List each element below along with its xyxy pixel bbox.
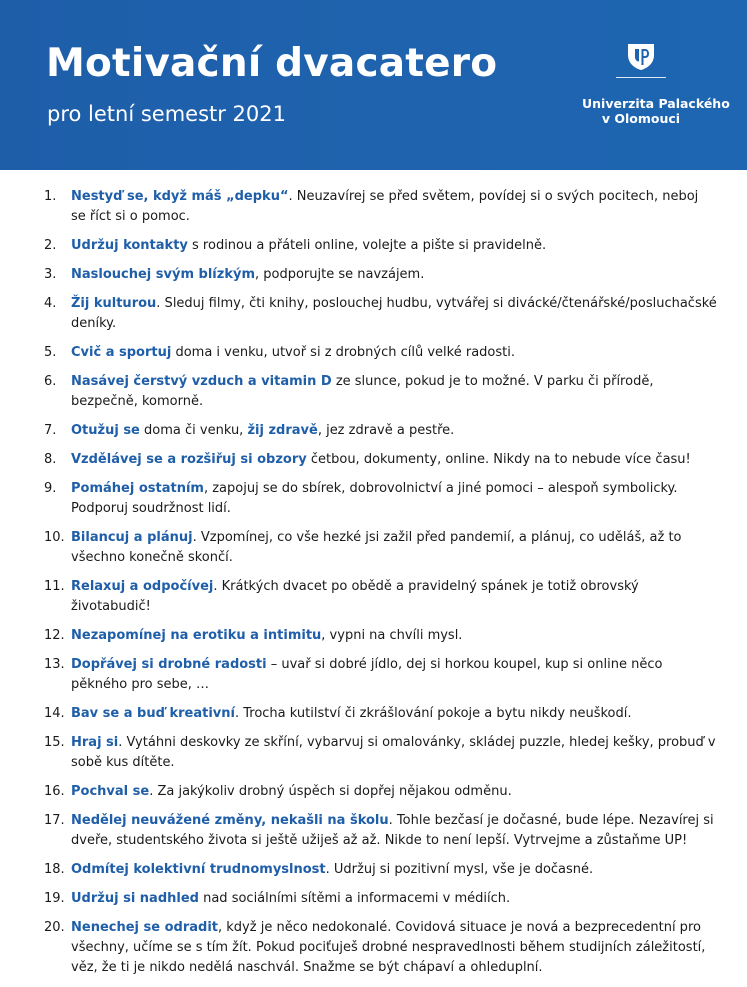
item-text	[71, 267, 424, 282]
item-body: , zapojuj se do sbírek, dobrovolnictví a jiné pomoci – alespoň symbolicky. Podporuj soudržnost lidí.	[71, 481, 678, 516]
item-body: . Neuzavírej se před světem, povídej si o svých pocitech, neboj se říct si o pomoc.	[71, 189, 699, 224]
item-highlight: Relaxuj a odpočívej	[71, 579, 214, 594]
item-body: s rodinou a přáteli online, volejte a pište si pravidelně.	[187, 238, 547, 253]
item-body: . Udržuj si pozitivní mysl, vše je dočasné.	[325, 862, 594, 877]
list-item	[0, 343, 747, 363]
item-number: 6.	[44, 374, 57, 389]
item-highlight: Pochval se	[71, 784, 150, 799]
tips-list	[0, 187, 747, 987]
list-item	[0, 704, 747, 724]
item-text	[71, 296, 717, 331]
up-shield-icon	[626, 42, 656, 72]
item-number: 8.	[44, 452, 57, 467]
list-item	[0, 372, 747, 412]
item-highlight: Udržuj kontakty	[71, 238, 188, 253]
item-body: doma i venku, utvoř si z drobných cílů velké radosti.	[171, 345, 515, 360]
item-text	[71, 374, 653, 409]
list-item	[0, 528, 747, 568]
item-body: . Sleduj filmy, čti knihy, poslouchej hudbu, vytvářej si divácké/čtenářské/posluchačské deníky.	[71, 296, 717, 331]
list-item	[0, 421, 747, 441]
item-number: 9.	[44, 481, 57, 496]
item-body: , podporujte se navzájem.	[255, 267, 425, 282]
item-highlight: Nenechej se odradit	[71, 920, 219, 935]
list-item	[0, 860, 747, 880]
item-highlight: žij zdravě	[247, 423, 318, 438]
item-highlight: Odmítej kolektivní trudnomyslnost	[71, 862, 326, 877]
item-body: , vypni na chvíli mysl.	[321, 628, 463, 643]
item-highlight: Nasávej čerstvý vzduch a vitamin D	[71, 374, 332, 389]
item-text	[71, 238, 546, 253]
item-number: 17.	[44, 813, 65, 828]
item-body: doma či venku,	[139, 423, 248, 438]
item-text	[71, 530, 682, 565]
item-number: 18.	[44, 862, 65, 877]
item-number: 10.	[44, 530, 65, 545]
item-body: . Tohle bezčasí je dočasné, bude lépe. Nezavírej si dveře, studentského života si ještě užiješ až až. Nikde to není lepší. Vytrvejme a zůstaňme UP!	[71, 813, 714, 848]
list-item	[0, 479, 747, 519]
list-item	[0, 236, 747, 256]
list-item	[0, 782, 747, 802]
page-title: Motivační dvacatero	[46, 41, 498, 86]
item-text	[71, 862, 593, 877]
item-number: 12.	[44, 628, 65, 643]
list-item	[0, 889, 747, 909]
item-number: 15.	[44, 735, 65, 750]
item-text	[71, 189, 698, 224]
item-body: . Za jakýkoliv drobný úspěch si dopřej nějakou odměnu.	[149, 784, 512, 799]
university-name	[582, 96, 730, 126]
item-text	[71, 423, 454, 438]
list-item	[0, 811, 747, 851]
item-number: 16.	[44, 784, 65, 799]
item-highlight: Vzdělávej se a rozšiřuj si obzory	[71, 452, 307, 467]
item-highlight: Dopřávej si drobné radosti	[71, 657, 267, 672]
item-highlight: Pomáhej ostatním	[71, 481, 204, 496]
header-banner	[0, 0, 747, 170]
item-highlight: Žij kulturou	[71, 296, 157, 311]
item-number: 3.	[44, 267, 57, 282]
item-text	[71, 813, 714, 848]
item-body: . Vzpomínej, co vše hezké jsi zažil před pandemií, a plánuj, co uděláš, až to všechno konečně skončí.	[71, 530, 682, 565]
list-item	[0, 187, 747, 227]
item-body: , když je něco nedokonalé. Covidová situace je nová a bezprecedentní pro všechny, učíme se s tím žít. Pokud pociťuješ drobné nespravedlnosti během studijních záležitostí, věz, že ti je nikdo nedělá naschvál. Snažme se být chápaví a ohleduplní.	[71, 920, 706, 975]
item-number: 19.	[44, 891, 65, 906]
university-name-line2: v Olomouci	[601, 111, 681, 126]
item-text	[71, 452, 691, 467]
item-text	[71, 345, 515, 360]
item-text	[71, 628, 462, 643]
list-item	[0, 655, 747, 695]
item-number: 20.	[44, 920, 65, 935]
item-highlight: Nedělej neuvážené změny, nekašli na školu	[71, 813, 389, 828]
item-text	[71, 481, 678, 516]
list-item	[0, 918, 747, 978]
item-body: – uvař si dobré jídlo, dej si horkou koupel, kup si online něco pěkného pro sebe, …	[71, 657, 663, 692]
item-number: 4.	[44, 296, 57, 311]
item-body: . Vytáhni deskovky ze skříní, vybarvuj si omalovánky, skládej puzzle, hledej kešky, probuď v sobě kus dítěte.	[71, 735, 716, 770]
item-number: 5.	[44, 345, 57, 360]
item-number: 2.	[44, 238, 57, 253]
page-subtitle: pro letní semestr 2021	[47, 102, 286, 126]
item-body: četbou, dokumenty, online. Nikdy na to nebude více času!	[306, 452, 691, 467]
item-number: 7.	[44, 423, 57, 438]
item-body: nad sociálními sítěmi a informacemi v médiích.	[198, 891, 511, 906]
item-highlight: Otužuj se	[71, 423, 140, 438]
list-item	[0, 294, 747, 334]
item-text	[71, 706, 632, 721]
item-body: ze slunce, pokud je to možné. V parku či přírodě, bezpečně, komorně.	[71, 374, 654, 409]
item-number: 1.	[44, 189, 57, 204]
list-item	[0, 450, 747, 470]
item-number: 11.	[44, 579, 65, 594]
item-text	[71, 891, 510, 906]
item-text	[71, 784, 512, 799]
item-highlight: Udržuj si nadhled	[71, 891, 199, 906]
list-item	[0, 265, 747, 285]
item-text	[71, 735, 716, 770]
item-highlight: Bav se a buď kreativní	[71, 706, 235, 721]
item-text	[71, 920, 705, 975]
item-number: 13.	[44, 657, 65, 672]
list-item	[0, 577, 747, 617]
item-highlight: Bilancuj a plánuj	[71, 530, 193, 545]
item-body: , jez zdravě a pestře.	[317, 423, 455, 438]
item-highlight: Cvič a sportuj	[71, 345, 172, 360]
university-logo	[582, 42, 730, 126]
item-highlight: Nezapomínej na erotiku a intimitu	[71, 628, 322, 643]
list-item	[0, 733, 747, 773]
item-body: . Trocha kutilství či zkrášlování pokoje a bytu nikdy neuškodí.	[234, 706, 632, 721]
list-item	[0, 626, 747, 646]
item-text	[71, 657, 662, 692]
item-text	[71, 579, 639, 614]
item-body: . Krátkých dvacet po obědě a pravidelný spánek je totiž obrovský životabudič!	[71, 579, 639, 614]
item-number: 14.	[44, 706, 65, 721]
item-highlight: Nestyď se, když máš „depku“	[71, 189, 289, 204]
university-name-line1: Univerzita Palackého	[582, 96, 730, 111]
item-highlight: Hraj si	[71, 735, 119, 750]
logo-divider	[616, 77, 666, 78]
item-highlight: Naslouchej svým blízkým	[71, 267, 255, 282]
